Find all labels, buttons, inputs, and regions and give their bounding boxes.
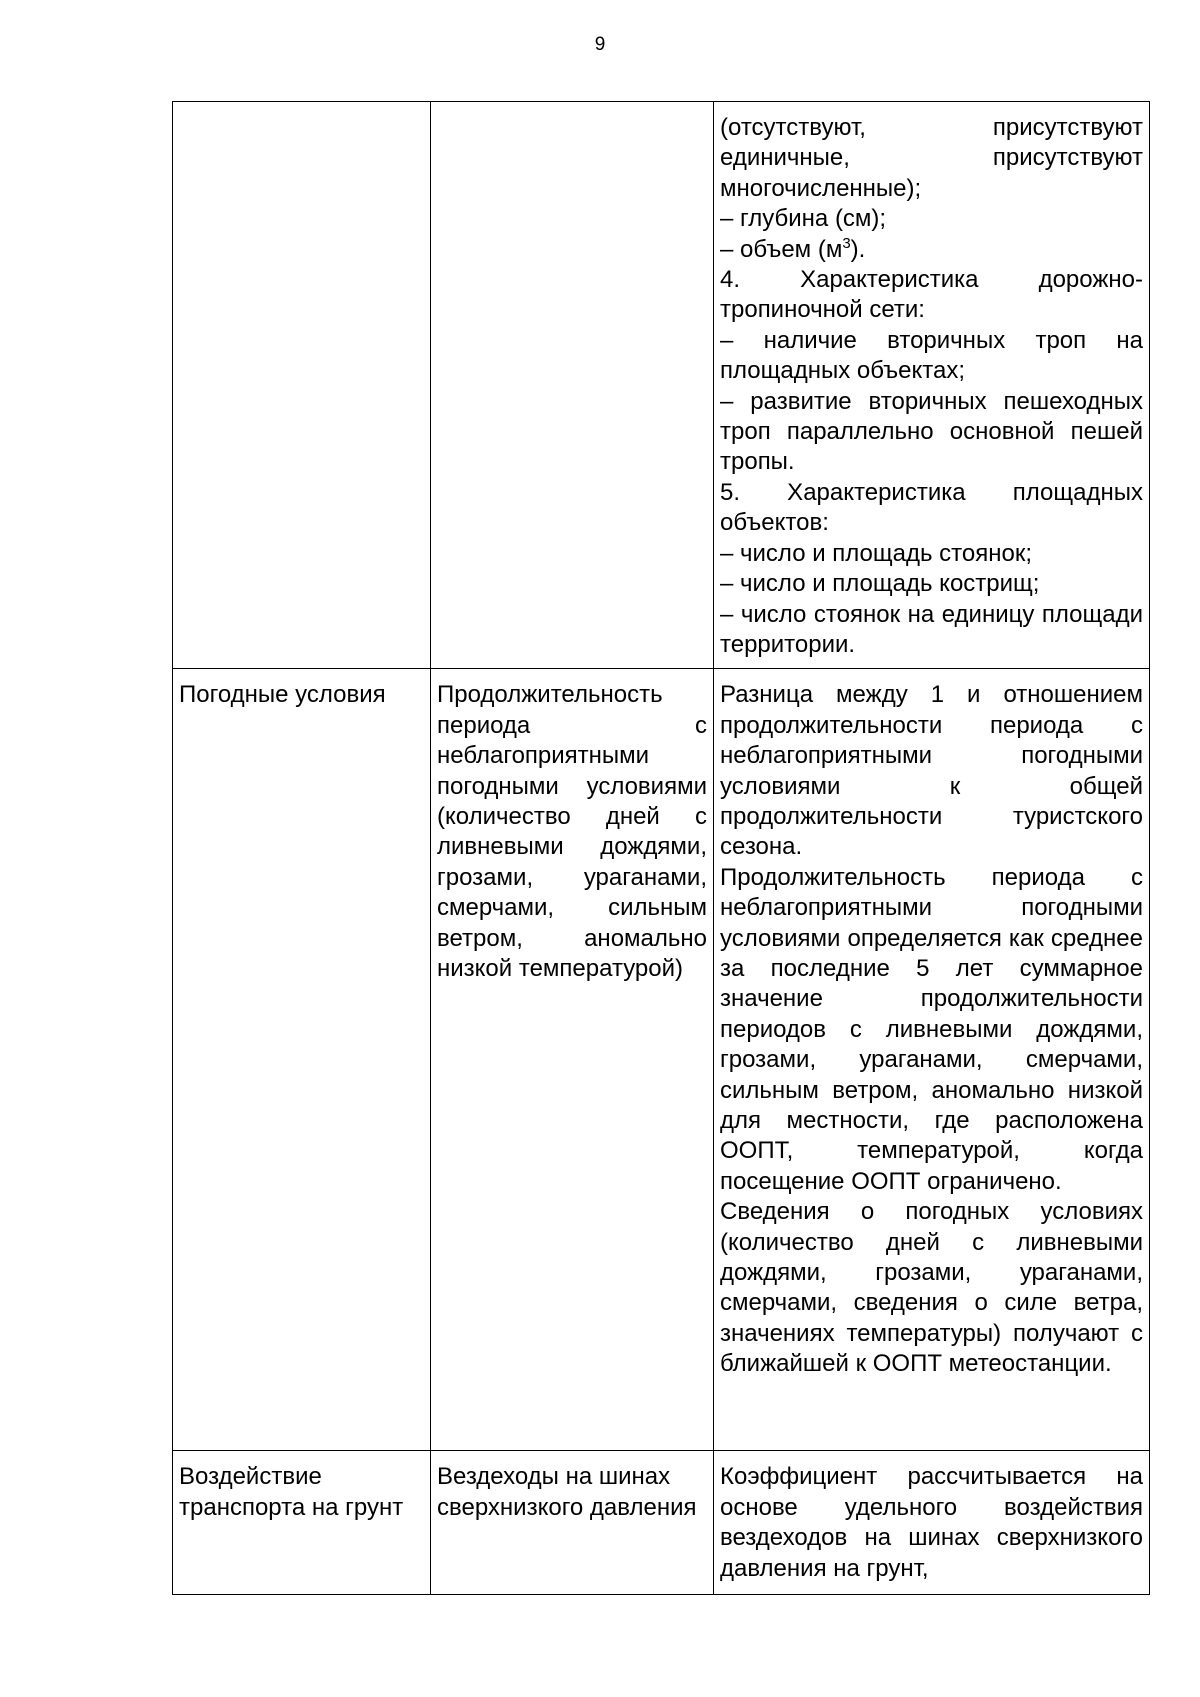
- paragraph: – число стоянок на единицу площади территории.: [720, 600, 1143, 658]
- paragraph: Коэффициент рассчитывается на основе удельного воздействия вездеходов на шинах сверхнизкого давления на грунт,: [720, 1463, 1143, 1582]
- paragraph: [720, 235, 1143, 265]
- table-cell-method: [714, 669, 1150, 1451]
- paragraph: (отсутствуют, присутствуют единичные, присутствуют многочисленные);: [720, 114, 1143, 202]
- paragraph: – глубина (см);: [720, 205, 887, 233]
- criteria-table: [172, 101, 1150, 1595]
- paragraph: 4. Характеристика дорожно-тропиночной сети:: [720, 266, 1143, 324]
- superscript: 3: [842, 234, 851, 252]
- paragraph: Продолжительность периода с неблагоприятными погодными условиями определяется как среднее за последние 5 лет суммарное значение продолжительности периодов с ливневыми дождями, грозами, ураганами, смерчами, сильным ветром, аномально низкой для местности, где расположена ООПТ, температурой, когда посещение ООПТ ограничено.: [720, 863, 1143, 1195]
- paragraph: – число и площадь стоянок;: [720, 539, 1033, 567]
- table-cell-factor: [173, 102, 431, 669]
- table-cell-method: [714, 102, 1150, 669]
- table-row: [173, 102, 1150, 669]
- paragraph: – наличие вторичных троп на площадных объектах;: [720, 326, 1143, 385]
- table-cell-method: [714, 1451, 1150, 1595]
- table-row: [173, 1451, 1150, 1595]
- text-fragment: ).: [850, 235, 866, 263]
- table-row: [173, 669, 1150, 1451]
- paragraph: – число и площадь кострищ;: [720, 570, 1040, 598]
- table-cell-indicator: Продолжительность периода с неблагоприятными погодными условиями (количество дней с ливневыми дождями, грозами, ураганами, смерчами, сильным ветром, аномально низкой температурой): [431, 669, 714, 1451]
- table-cell-factor: Воздействие транспорта на грунт: [173, 1451, 431, 1595]
- table-cell-indicator: [431, 102, 714, 669]
- paragraph: – развитие вторичных пешеходных троп параллельно основной пешей тропы.: [720, 387, 1143, 476]
- page-number: 9: [594, 34, 606, 55]
- paragraph: 5. Характеристика площадных объектов:: [720, 478, 1143, 537]
- text-fragment: – объем (м: [720, 235, 843, 263]
- paragraph: Сведения о погодных условиях (количество дней с ливневыми дождями, грозами, ураганами, смерчами, сведения о силе ветра, значениях температуры) получают с ближайшей к ООПТ метеостанции.: [720, 1198, 1143, 1378]
- table-cell-factor: Погодные условия: [173, 669, 431, 1451]
- table-cell-indicator: Вездеходы на шинах сверхнизкого давления: [431, 1451, 714, 1595]
- paragraph: Разница между 1 и отношением продолжительности периода с неблагоприятными погодными условиями к общей продолжительности туристского сезона.: [720, 681, 1143, 861]
